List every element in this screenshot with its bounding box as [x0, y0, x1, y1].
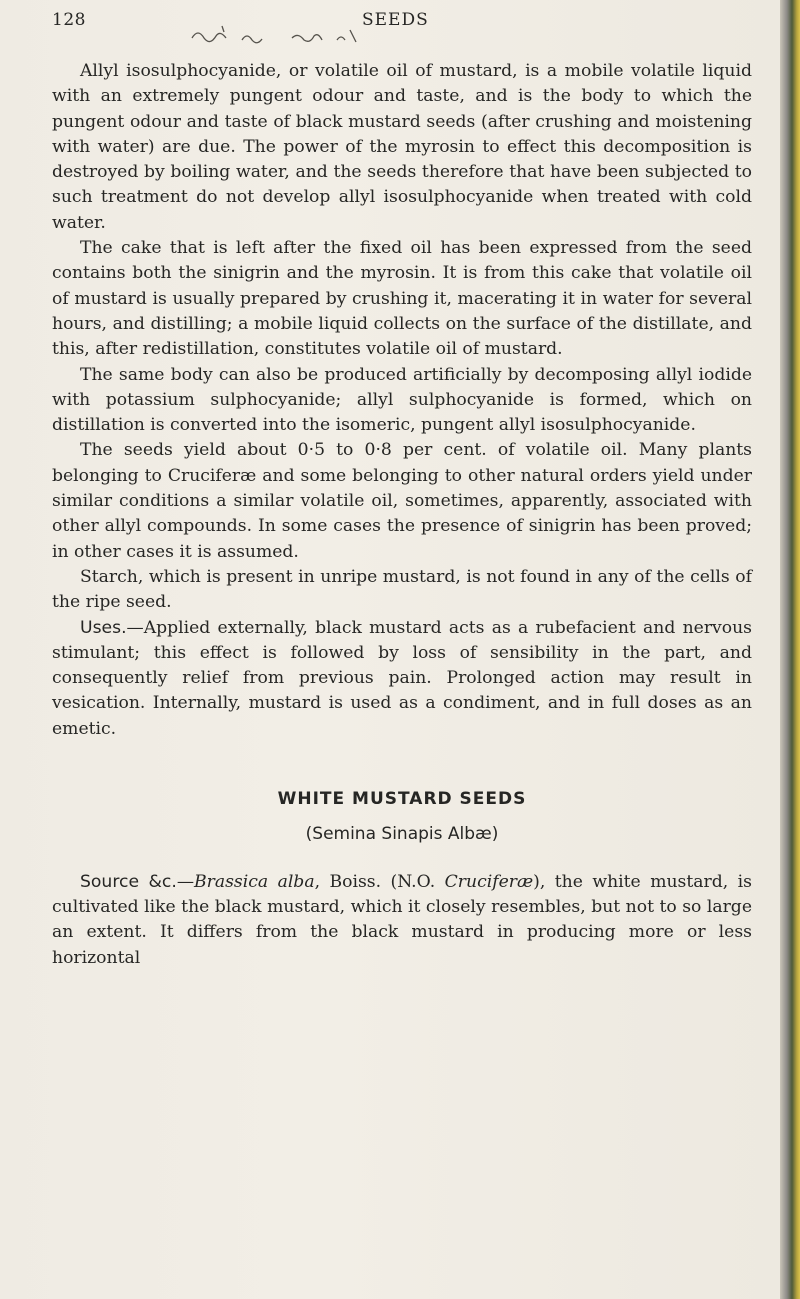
paragraph-cake: The cake that is left after the fixed oil has been expressed from the seed contains both the sinigrin and the myrosin. It is from this cake that volatile oil of mustard is usually prepared by crushing it, macerating it in water for several hours, and distilling; a mobile liquid collects on the surface of the distillate, and this, after redistillation, constitutes volatile oil of mustard. [52, 238, 752, 360]
page-number: 128 [52, 10, 86, 30]
paragraph-uses [52, 616, 752, 742]
paragraph-starch: Starch, which is present in unripe mustard, is not found in any of the cells of the ripe seed. [52, 566, 752, 613]
source-text-2: ), the white mustard, is cultivated like the black mustard, which it closely resembles, but not to so large an extent. It differs from the black mustard in producing more or less horizontal [52, 871, 752, 968]
paragraph-yield: The seeds yield about 0·5 to 0·8 per cent. of volatile oil. Many plants belonging to Cruciferæ and some belonging to other natural orders yield under similar conditions a similar volatile oil, sometimes, apparently, associated with other allyl compounds. In some cases the presence of sinigrin has been proved; in other cases it is assumed. [52, 440, 752, 562]
source-label: Source &c. [80, 871, 177, 892]
source-text-1: , Boiss. (N.O. [314, 871, 445, 892]
paragraph-source [52, 870, 752, 971]
running-title: SEEDS [362, 10, 429, 30]
source-species: Brassica alba [194, 871, 315, 892]
source-dash: — [176, 871, 194, 892]
source-order: Cruciferæ [444, 871, 534, 892]
page-header [52, 10, 752, 38]
page-edge [780, 0, 800, 1299]
paragraph-allyl: Allyl isosulphocyanide, or volatile oil of mustard, is a mobile volatile liquid with an extremely pungent odour and taste, and is the body to which the pungent odour and taste of black mustard seeds (after crushing and moistening with water) are due. The power of the myrosin to effect this decomposition is destroyed by boiling water, and the seeds therefore that have been subjected to such treatment do not develop allyl isosulphocyanide when treated with cold water. [52, 61, 752, 233]
section-heading: WHITE MUSTARD SEEDS [277, 789, 527, 810]
section-subheading: (Semina Sinapis Albæ) [305, 824, 499, 845]
paragraph-artificial: The same body can also be produced artificially by decomposing allyl iodide with potassium sulphocyanide; allyl sulphocyanide is formed, which on distillation is converted into the isomeric, pungent allyl isosulphocyanide. [52, 364, 752, 436]
uses-label: Uses. [80, 617, 127, 638]
uses-text: —Applied externally, black mustard acts as a rubefacient and nervous stimulant; this effect is followed by loss of sensibility in the part, and consequently relief from previous pain. Prolonged action may result in vesication. Internally, mustard is used as a condiment, and in full doses as an emetic. [52, 617, 752, 739]
main-text [52, 59, 752, 971]
